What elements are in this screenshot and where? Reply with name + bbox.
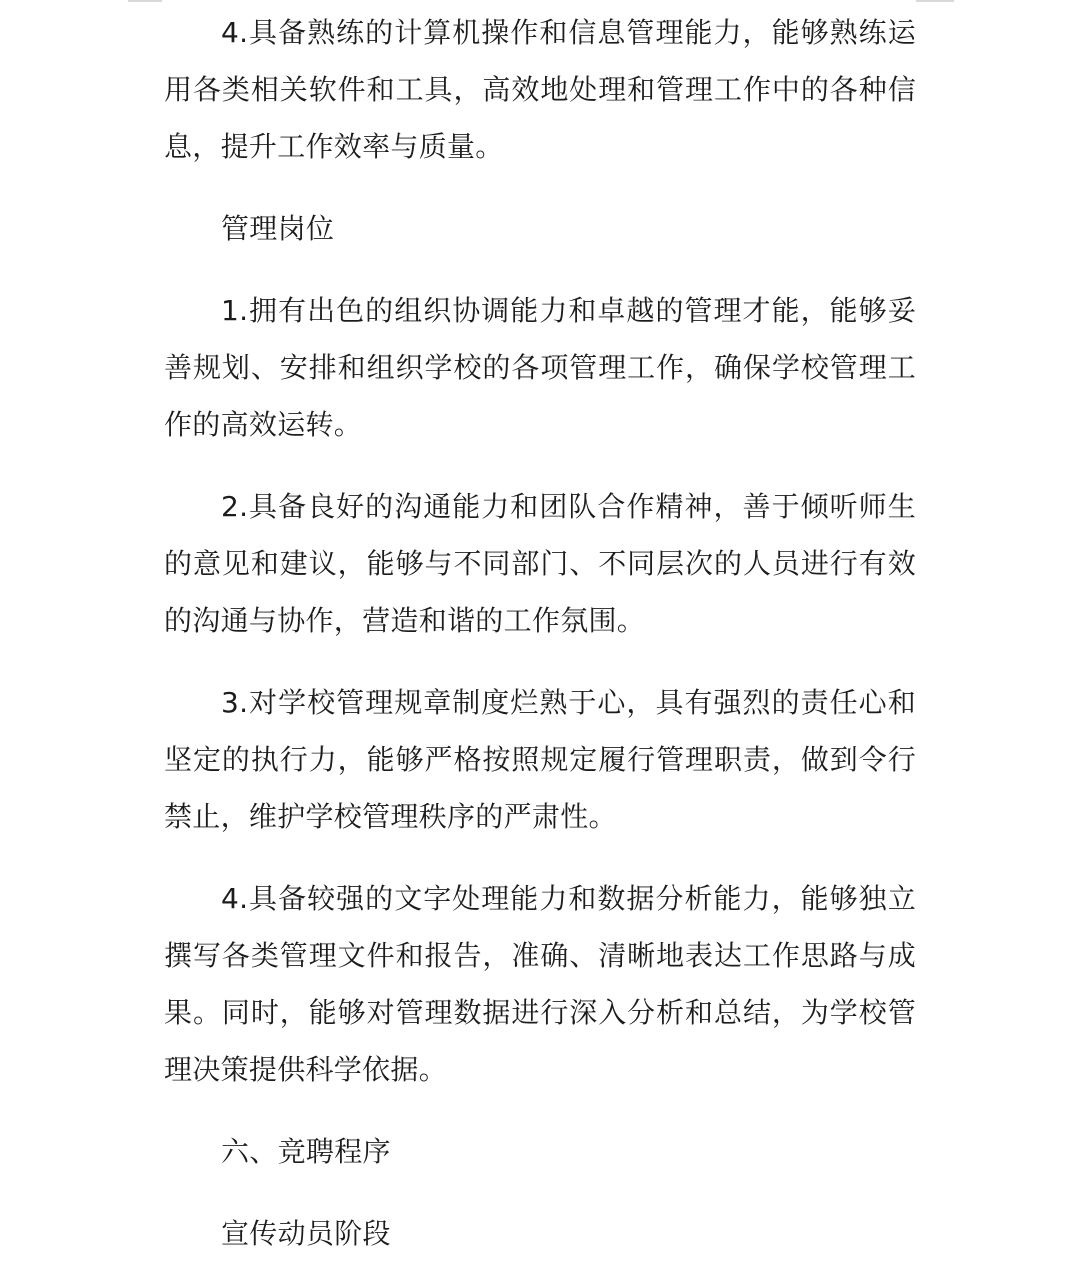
- document-page: [164, 4, 916, 1287]
- paragraph-writing-data-analysis: 4.具备较强的文字处理能力和数据分析能力，能够独立撰写各类管理文件和报告，准确、清晰地表达工作思路与成果。同时，能够对管理数据进行深入分析和总结，为学校管理决策提供科学依据。: [164, 882, 916, 1086]
- heading-management-positions: 管理岗位: [221, 212, 335, 245]
- top-right-edge-mark: [916, 0, 954, 2]
- paragraph-it-skills: 4.具备熟练的计算机操作和信息管理能力，能够熟练运用各类相关软件和工具，高效地处理和管理工作中的各种信息，提升工作效率与质量。: [164, 16, 916, 163]
- paragraph-communication-ability: 2.具备良好的沟通能力和团队合作精神，善于倾听师生的意见和建议，能够与不同部门、不同层次的人员进行有效的沟通与协作，营造和谐的工作氛围。: [164, 490, 916, 637]
- paragraph-organization-ability: 1.拥有出色的组织协调能力和卓越的管理才能，能够妥善规划、安排和组织学校的各项管理工作，确保学校管理工作的高效运转。: [164, 294, 916, 441]
- top-left-edge-mark: [128, 0, 162, 2]
- heading-recruitment-procedure: 六、竞聘程序: [221, 1135, 391, 1168]
- heading-publicity-stage: 宣传动员阶段: [221, 1217, 391, 1250]
- paragraph-rules-responsibility: 3.对学校管理规章制度烂熟于心，具有强烈的责任心和坚定的执行力，能够严格按照规定履行管理职责，做到令行禁止，维护学校管理秩序的严肃性。: [164, 686, 916, 833]
